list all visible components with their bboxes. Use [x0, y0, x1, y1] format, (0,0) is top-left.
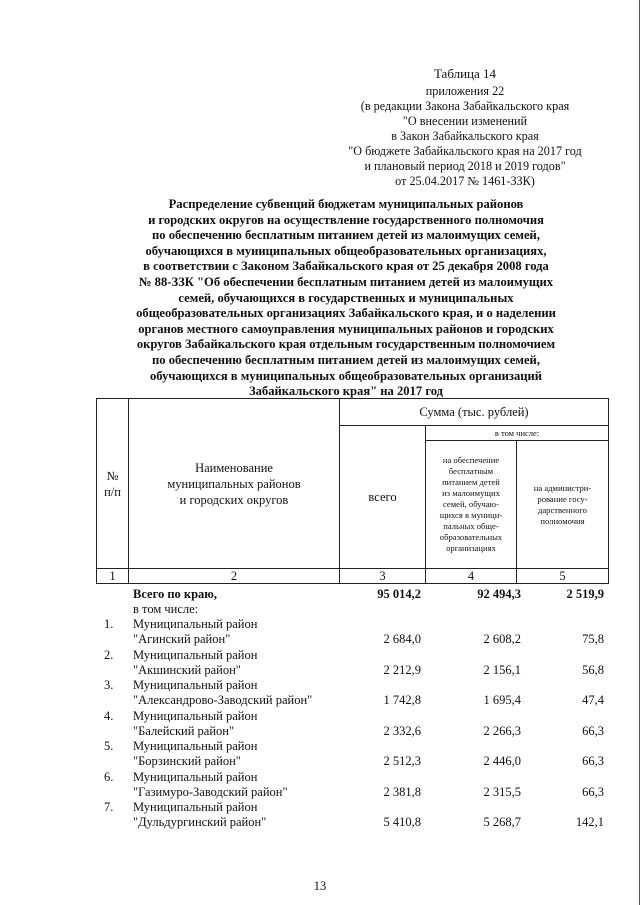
table-row [96, 648, 608, 679]
col-food-header: на обеспечение бесплатным питанием детей из малоимущих семей, обучаю- щихся в муници- пальных обще- образовательных организациях [426, 441, 517, 569]
col-admin-header: на администри- рование госу- дарственного полномочия [517, 441, 609, 569]
district-type: Муниципальный район [133, 647, 258, 662]
row-food: 1 695,4 [483, 693, 521, 707]
header-line: "О бюджете Забайкальского края на 2017 год [348, 144, 582, 158]
row-total: 2 512,3 [383, 754, 421, 768]
district-type: Муниципальный район [133, 678, 258, 692]
row-food: 2 315,5 [483, 784, 521, 799]
title-line: и городских округов на осуществление государственного полномочия [148, 212, 544, 227]
document-title [96, 197, 596, 400]
total-row [96, 587, 608, 617]
table-label: Таблица 14 [433, 66, 497, 81]
district-name: "Акшинский район" [133, 662, 241, 677]
title-line: Забайкальского края" на 2017 год [248, 384, 444, 399]
col-index-1: 1 [97, 569, 129, 584]
district-name: "Балейский район" [133, 723, 235, 738]
sum-header: Сумма (тыс. рублей) [340, 399, 609, 426]
col-total-header: всего [340, 426, 426, 569]
district-rows [96, 617, 608, 831]
page-number: 13 [313, 879, 327, 893]
row-total: 1 742,8 [383, 693, 421, 707]
including-header: в том числе: [426, 426, 609, 441]
table-row [96, 678, 608, 709]
row-number: 3. [104, 678, 114, 692]
total-food: 92 494,3 [477, 587, 521, 601]
district-type: Муниципальный район [133, 617, 258, 631]
title-line: органов местного самоуправления муниципальных районов и городских [138, 321, 554, 336]
row-number: 1. [104, 617, 114, 631]
district-name: "Газимуро-Заводский район" [133, 784, 288, 799]
title-line: № 88-ЗЗК "Об обеспечении бесплатным питанием детей из малоимущих [138, 274, 554, 289]
total-admin: 2 519,9 [566, 587, 604, 601]
row-number: 6. [104, 769, 114, 784]
col-name-header: Наименование муниципальных районов и городских округов [129, 399, 340, 569]
title-line: общеобразовательных организациях Забайкальского края, и о наделении [136, 306, 556, 321]
row-admin: 75,8 [582, 632, 604, 646]
row-number: 7. [104, 800, 114, 814]
col-index-5: 5 [517, 569, 609, 584]
row-food: 2 266,3 [483, 723, 521, 738]
title-line: обучающихся в муниципальных общеобразовательных организаций [149, 368, 543, 383]
district-name: "Агинский район" [133, 632, 231, 646]
row-food: 2 156,1 [483, 662, 521, 677]
row-food: 2 446,0 [483, 754, 521, 768]
row-total: 2 381,8 [383, 784, 421, 799]
column-number-row [97, 569, 609, 584]
col-index-3: 3 [340, 569, 426, 584]
total-sum: 95 014,2 [377, 587, 421, 601]
district-type: Муниципальный район [133, 800, 258, 814]
district-type: Муниципальный район [133, 739, 258, 753]
table-row [96, 800, 608, 831]
row-number: 4. [104, 708, 114, 723]
table-row [96, 709, 608, 740]
row-total: 2 212,9 [383, 662, 421, 677]
row-food: 2 608,2 [483, 632, 521, 646]
col-index-2: 2 [129, 569, 340, 584]
row-total: 2 332,6 [383, 723, 421, 738]
district-name: "Борзинский район" [133, 754, 241, 768]
row-total: 2 684,0 [383, 632, 421, 646]
table-row [96, 770, 608, 801]
row-admin: 66,3 [582, 784, 604, 799]
row-admin: 56,8 [582, 662, 604, 677]
title-line: округов Забайкальского края отдельным государственным полномочием [136, 337, 556, 352]
row-total: 5 410,8 [383, 815, 421, 829]
table-row [96, 617, 608, 648]
total-sub-label: в том числе: [133, 602, 199, 616]
row-admin: 66,3 [582, 754, 604, 768]
col-number-header: № п/п [97, 399, 129, 569]
header-line: (в редакции Закона Забайкальского края [360, 99, 570, 113]
row-number: 5. [104, 739, 114, 753]
title-line: Распределение субвенций бюджетам муниципальных районов [168, 197, 524, 211]
col-index-4: 4 [426, 569, 517, 584]
header-line: приложения 22 [425, 84, 505, 98]
row-admin: 47,4 [582, 693, 604, 707]
title-line: обучающихся в муниципальных общеобразовательных организациях, [145, 243, 547, 258]
table-header [96, 398, 609, 584]
row-admin: 66,3 [582, 723, 604, 738]
header-line: "О внесении изменений [402, 114, 528, 128]
district-name: "Александрово-Заводский район" [133, 693, 313, 707]
title-line: в соответствии с Законом Забайкальского края от 25 декабря 2008 года [143, 259, 549, 274]
district-type: Муниципальный район [133, 708, 258, 723]
header-line: в Закон Забайкальского края [391, 129, 539, 143]
district-name: "Дульдургинский район" [133, 815, 267, 829]
header-line: и плановый период 2018 и 2019 годов" [364, 159, 566, 173]
table-row [96, 739, 608, 770]
title-line: по обеспечению бесплатным питанием детей из малоимущих семей, [152, 228, 540, 243]
title-line: по обеспечению бесплатным питанием детей из малоимущих семей, [152, 352, 540, 367]
row-admin: 142,1 [575, 815, 604, 829]
row-food: 5 268,7 [483, 815, 521, 829]
row-number: 2. [104, 647, 114, 662]
district-type: Муниципальный район [133, 769, 258, 784]
header-line: от 25.04.2017 № 1461-ЗЗК) [395, 174, 535, 188]
table-body [96, 587, 608, 831]
appendix-header [300, 66, 630, 189]
total-label: Всего по краю, [133, 587, 217, 601]
title-line: семей, обучающихся в государственных и муниципальных [178, 290, 514, 305]
